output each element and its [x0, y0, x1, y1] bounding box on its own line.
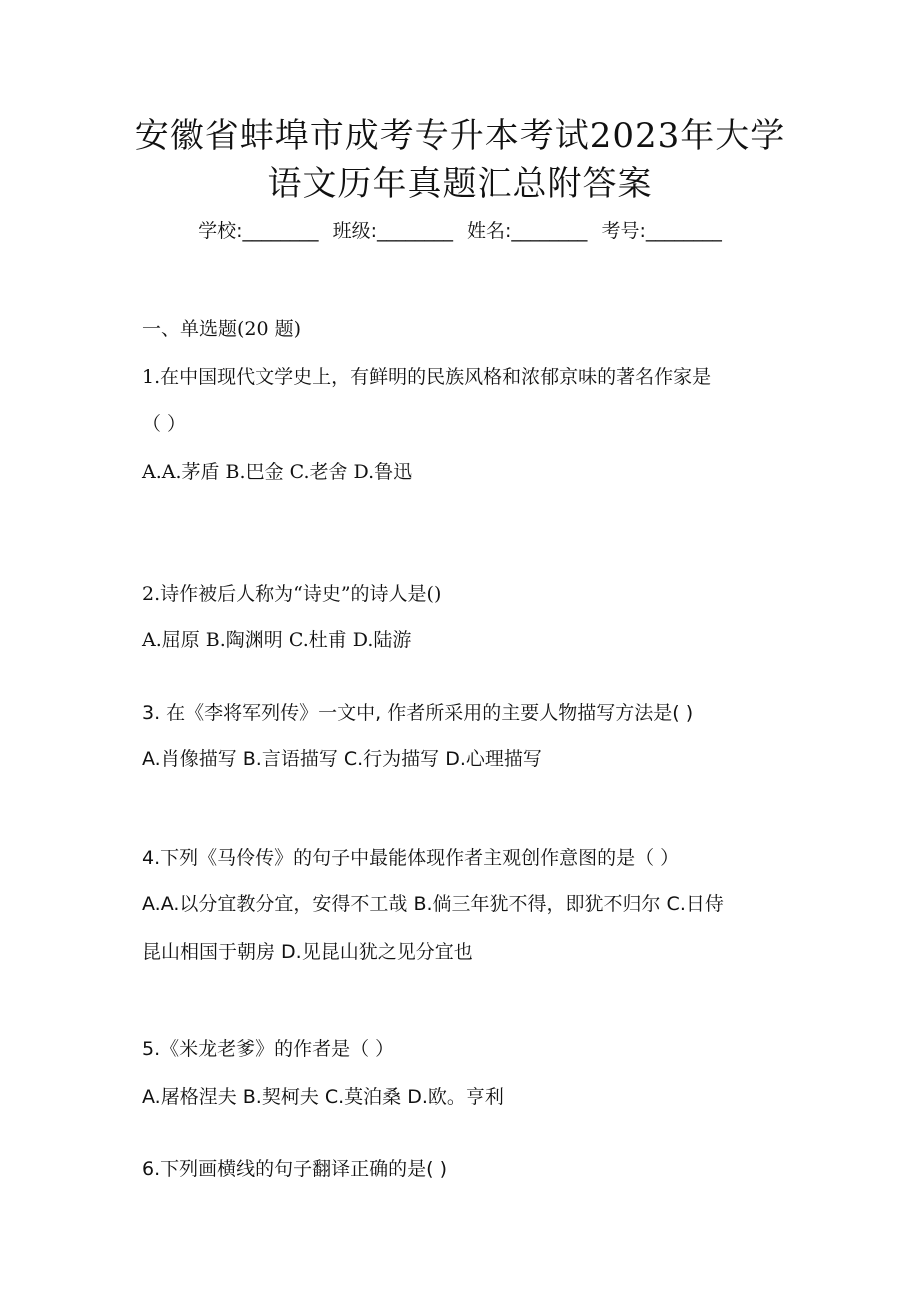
question-4-stem: 4.下列《马伶传》的句子中最能体现作者主观创作意图的是（ ）	[142, 847, 680, 869]
question-3-stem: 3. 在《李将军列传》一文中, 作者所采用的主要人物描写方法是( )	[142, 702, 694, 724]
question-5-stem: 5.《米龙老爹》的作者是（ ）	[142, 1038, 395, 1060]
question-2-options: A.屈原 B.陶渊明 C.杜甫 D.陆游	[142, 629, 412, 651]
question-6-stem: 6.下列画横线的句子翻译正确的是( )	[142, 1158, 447, 1180]
question-2-stem: 2.诗作被后人称为“诗史”的诗人是()	[142, 583, 442, 605]
question-1-stem: 1.在中国现代文学史上，有鲜明的民族风格和浓郁京味的著名作家是	[142, 366, 712, 388]
question-4-options: A.A.以分宜教分宜，安得不工哉 B.倘三年犹不得，即犹不归尔 C.日侍	[142, 893, 724, 915]
question-5-options: A.屠格涅夫 B.契柯夫 C.莫泊桑 D.欧。亨利	[142, 1086, 504, 1108]
question-1-stem-cont: （ ）	[142, 413, 187, 435]
student-info-row	[0, 216, 920, 243]
name-field: 姓名:________	[467, 220, 588, 242]
exam-id-field: 考号:________	[601, 220, 722, 242]
question-1-options: A.A.茅盾 B.巴金 C.老舍 D.鲁迅	[142, 461, 413, 483]
document-title-line1: 安徽省蚌埠市成考专升本考试2023年大学	[134, 116, 786, 156]
question-3-options: A.肖像描写 B.言语描写 C.行为描写 D.心理描写	[142, 748, 542, 770]
school-field: 学校:________	[198, 220, 319, 242]
document-title-line2: 语文历年真题汇总附答案	[267, 164, 653, 204]
class-field: 班级:________	[332, 220, 453, 242]
section-heading: 一、单选题(20 题)	[142, 318, 302, 340]
question-4-options-cont: 昆山相国于朝房 D.见昆山犹之见分宜也	[142, 941, 473, 963]
